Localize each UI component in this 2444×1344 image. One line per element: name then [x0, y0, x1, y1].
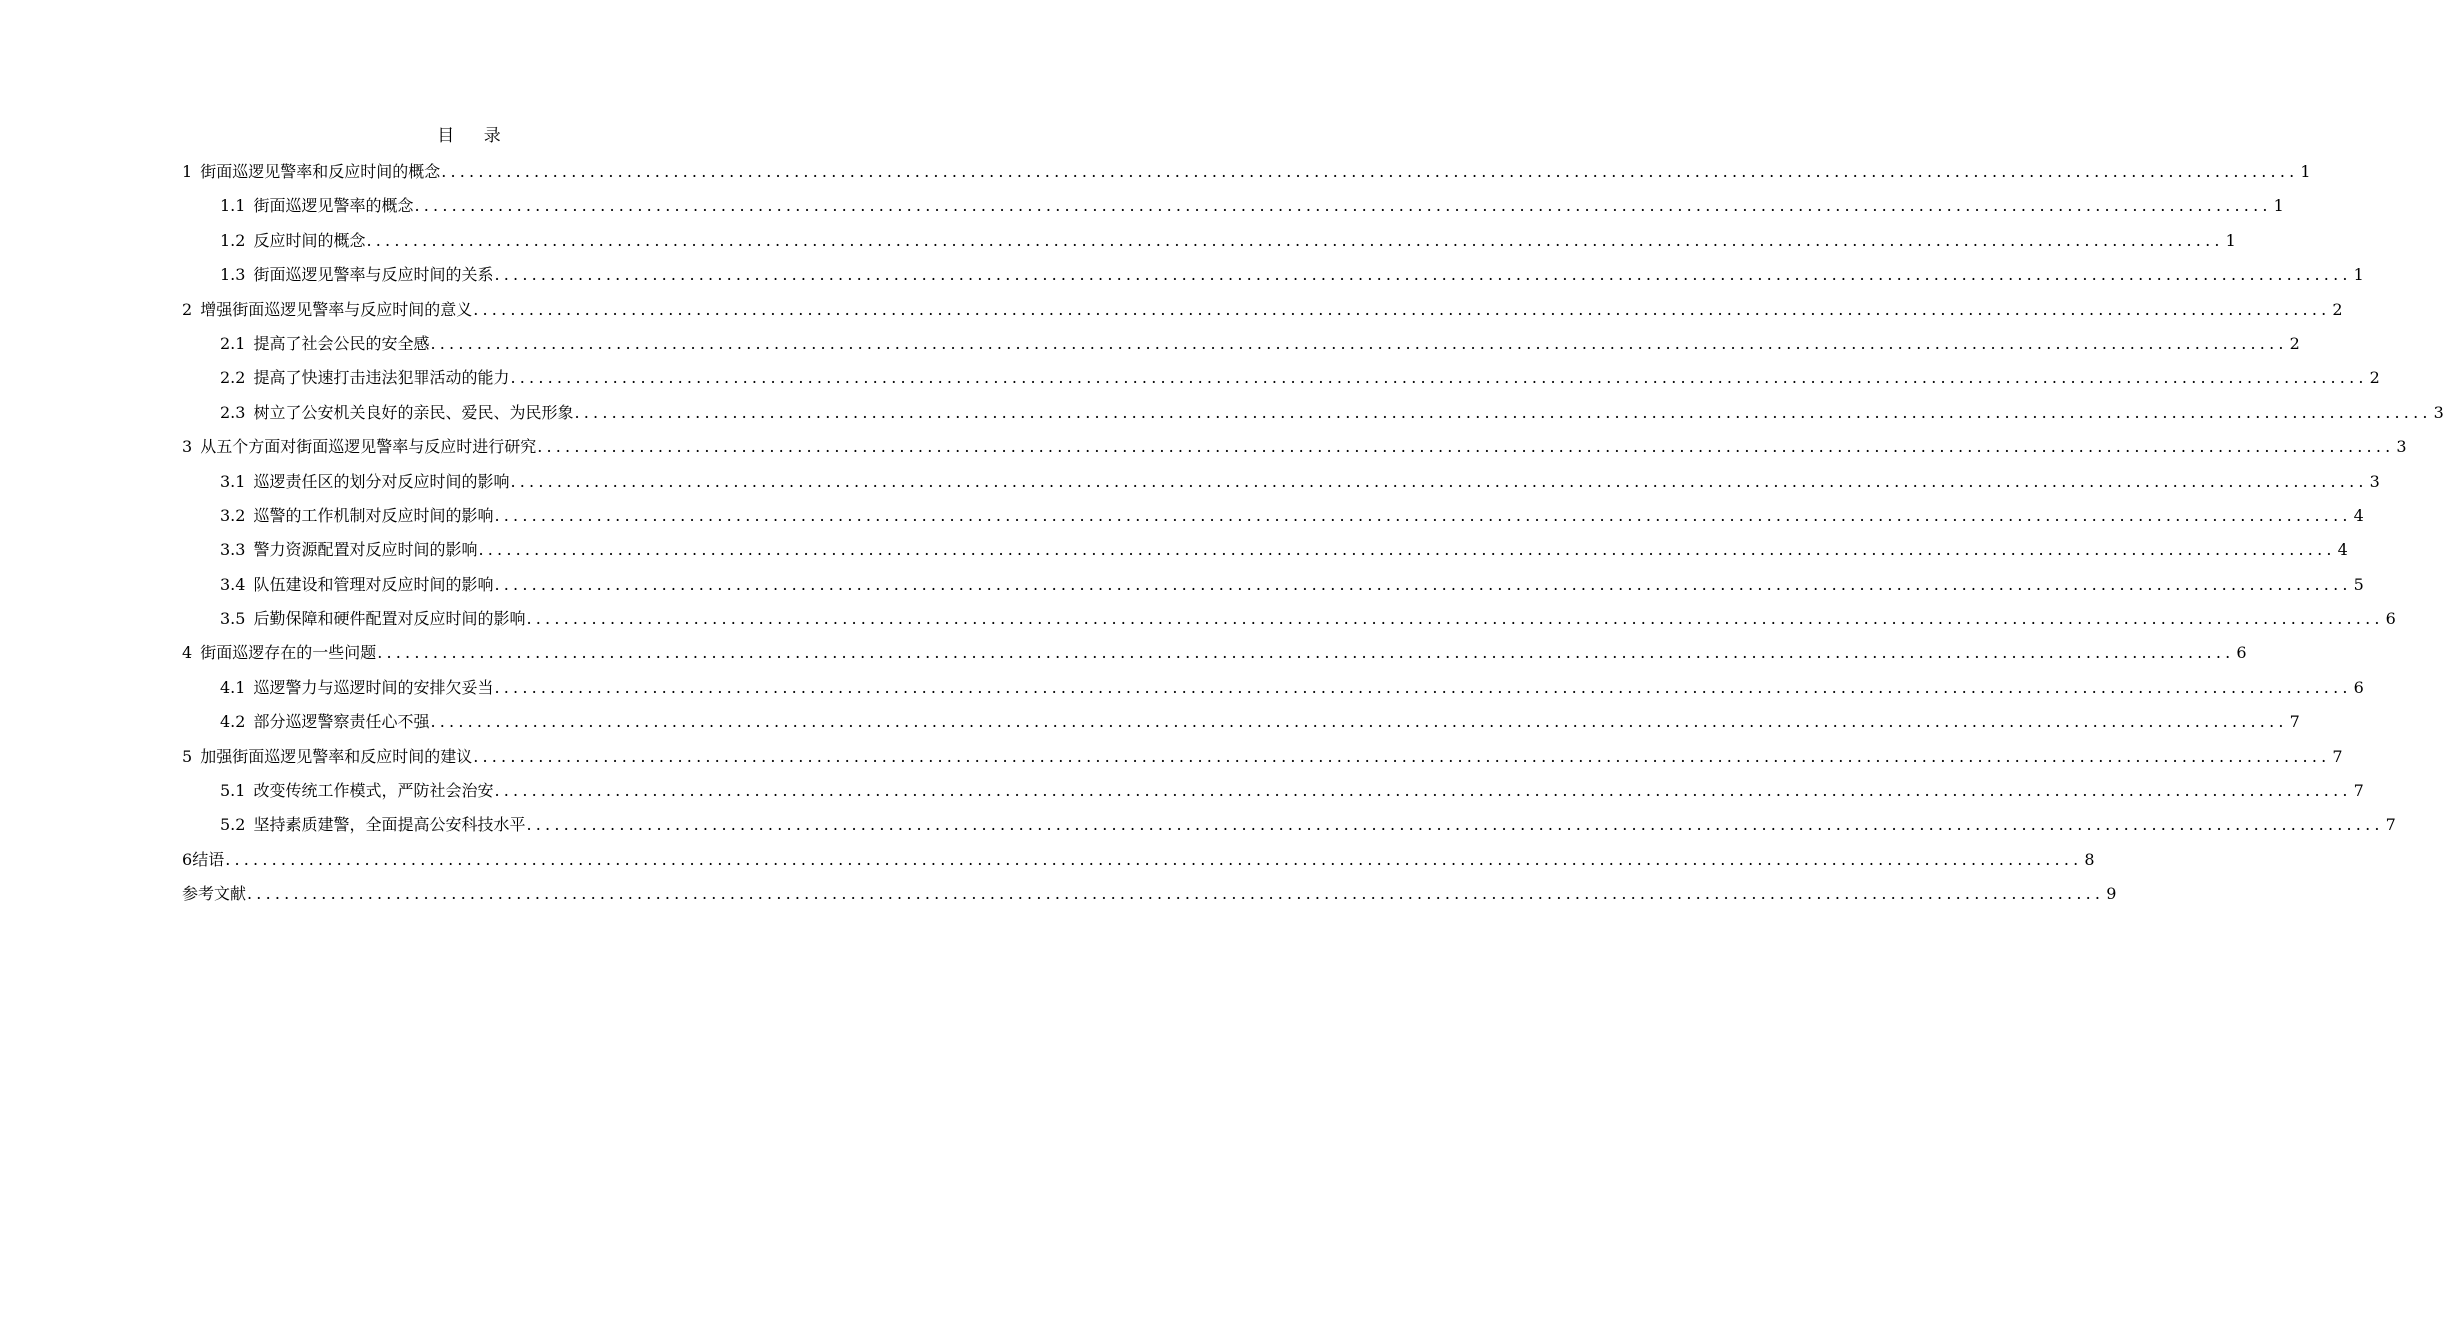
- dot-leader: ........................................................................................................................................................................................................: [494, 265, 2352, 285]
- toc-entry[interactable]: [182, 846, 2095, 880]
- toc-entry[interactable]: [182, 227, 2236, 261]
- toc-entry-text: [220, 330, 429, 358]
- toc-entry[interactable]: [182, 296, 2343, 330]
- toc-entry[interactable]: [182, 880, 2117, 914]
- toc-entry-text: [182, 296, 472, 324]
- dot-leader: ........................................................................................................................................................................................................: [225, 849, 2083, 869]
- toc-entry[interactable]: [182, 399, 2444, 433]
- dot-leader: ........................................................................................................................................................................................................: [510, 368, 2368, 388]
- toc-entry-page-number: 4: [2337, 540, 2348, 560]
- toc-entry-title: 加强街面巡逻见警率和反应时间的建议: [200, 746, 473, 766]
- dot-leader: ........................................................................................................................................................................................................: [478, 540, 2336, 560]
- toc-entry-text: [220, 674, 493, 702]
- toc-entry[interactable]: [182, 502, 2364, 536]
- dot-leader: ........................................................................................................................................................................................................: [366, 230, 2224, 250]
- dot-leader: ........................................................................................................................................................................................................: [494, 677, 2352, 697]
- dot-leader: ........................................................................................................................................................................................................: [526, 609, 2384, 629]
- toc-entry-page-number: 8: [2084, 849, 2095, 869]
- toc-entry-page-number: 3: [2369, 471, 2380, 491]
- toc-entry-page-number: 7: [2332, 746, 2343, 766]
- toc-entry-text: [220, 502, 493, 530]
- dot-leader: ........................................................................................................................................................................................................: [537, 437, 2395, 457]
- toc-entry-title: 提高了社会公民的安全感: [253, 333, 430, 353]
- toc-entry-title: 街面巡逻存在的一些问题: [200, 643, 377, 663]
- toc-entry[interactable]: [182, 330, 2300, 364]
- toc-entry[interactable]: [182, 674, 2364, 708]
- toc-entry-number: 3: [182, 437, 193, 457]
- toc-entry[interactable]: [182, 158, 2311, 192]
- toc-entry-number: 5: [182, 746, 193, 766]
- toc-entry-text: [182, 743, 472, 771]
- toc-entry-page-number: 3: [2433, 402, 2444, 422]
- toc-entry-title: 参考文献: [182, 884, 247, 904]
- toc-entry-page-number: 9: [2106, 884, 2117, 904]
- toc-entry-page-number: 2: [2369, 368, 2380, 388]
- toc-entry[interactable]: [182, 743, 2343, 777]
- toc-entry-page-number: 7: [2289, 712, 2300, 732]
- toc-entry[interactable]: [182, 811, 2396, 845]
- dot-leader: ........................................................................................................................................................................................................: [377, 643, 2235, 663]
- toc-entry-page-number: 1: [2225, 230, 2236, 250]
- toc-entry-page-number: 1: [2300, 162, 2311, 181]
- dot-leader: ........................................................................................................................................................................................................: [494, 781, 2352, 801]
- toc-entry-text: [220, 571, 493, 599]
- table-of-contents: [182, 158, 2444, 915]
- toc-entry-page-number: 1: [2273, 196, 2284, 216]
- toc-entry-number: 3.1: [220, 471, 246, 491]
- dot-leader: ........................................................................................................................................................................................................: [473, 299, 2331, 319]
- toc-entry[interactable]: [182, 777, 2364, 811]
- toc-entry-title: 街面巡逻见警率和反应时间的概念: [200, 162, 441, 181]
- toc-entry-page-number: 2: [2289, 333, 2300, 353]
- toc-entry-text: [220, 468, 509, 496]
- toc-entry-title: 部分巡逻警察责任心不强: [253, 712, 430, 732]
- toc-entry-text: [220, 399, 573, 427]
- toc-entry-text: [220, 192, 413, 220]
- toc-entry[interactable]: [182, 639, 2247, 673]
- toc-entry-text: [182, 639, 376, 667]
- dot-leader: ........................................................................................................................................................................................................: [526, 815, 2384, 835]
- toc-entry[interactable]: [182, 433, 2407, 467]
- toc-entry-number: 1.2: [220, 230, 246, 250]
- toc-entry-number: 5.2: [220, 815, 246, 835]
- toc-entry-title: 巡逻警力与巡逻时间的安排欠妥当: [253, 677, 494, 697]
- toc-entry-title: 从五个方面对街面巡逻见警率与反应时进行研究: [200, 437, 537, 457]
- toc-entry-page-number: 3: [2396, 437, 2407, 457]
- toc-entry-title: 后勤保障和硬件配置对反应时间的影响: [253, 609, 526, 629]
- toc-entry[interactable]: [182, 708, 2300, 742]
- toc-entry[interactable]: [182, 364, 2380, 398]
- dot-leader: ........................................................................................................................................................................................................: [494, 574, 2352, 594]
- toc-entry-text: [182, 158, 440, 186]
- toc-entry[interactable]: [182, 261, 2364, 295]
- toc-entry[interactable]: [182, 192, 2284, 226]
- toc-entry-title: 队伍建设和管理对反应时间的影响: [253, 574, 494, 594]
- toc-entry-title: 结语: [192, 849, 225, 869]
- toc-entry-text: [220, 811, 525, 839]
- dot-leader: ........................................................................................................................................................................................................: [510, 471, 2368, 491]
- toc-entry-number: 1.3: [220, 265, 246, 285]
- toc-entry-number: 5.1: [220, 781, 246, 801]
- toc-entry-page-number: 1: [2353, 265, 2364, 285]
- dot-leader: ........................................................................................................................................................................................................: [430, 333, 2288, 353]
- toc-entry-number: 2.2: [220, 368, 246, 388]
- toc-entry-number: 3.4: [220, 574, 246, 594]
- toc-entry-page-number: 2: [2332, 299, 2343, 319]
- toc-entry-text: [220, 536, 477, 564]
- toc-entry-title: 巡逻责任区的划分对反应时间的影响: [253, 471, 510, 491]
- toc-entry-title: 增强街面巡逻见警率与反应时间的意义: [200, 299, 473, 319]
- toc-entry-text: [182, 880, 246, 908]
- dot-leader: ........................................................................................................................................................................................................: [441, 162, 2299, 181]
- toc-entry[interactable]: [182, 571, 2364, 605]
- toc-entry-title: 警力资源配置对反应时间的影响: [253, 540, 478, 560]
- dot-leader: ........................................................................................................................................................................................................: [414, 196, 2272, 216]
- toc-entry-text: [220, 364, 509, 392]
- toc-entry-number: 3.2: [220, 505, 246, 525]
- toc-entry-page-number: 6: [2236, 643, 2247, 663]
- toc-entry[interactable]: [182, 605, 2396, 639]
- toc-entry-title: 反应时间的概念: [253, 230, 366, 250]
- toc-entry-number: 2: [182, 299, 193, 319]
- toc-entry-text: [220, 227, 365, 255]
- toc-entry-page-number: 4: [2353, 505, 2364, 525]
- toc-title: 目 录: [437, 126, 513, 146]
- toc-entry-title: 提高了快速打击违法犯罪活动的能力: [253, 368, 510, 388]
- toc-entry-text: [220, 605, 525, 633]
- toc-entry-page-number: 6: [2385, 609, 2396, 629]
- toc-entry-text: [182, 433, 536, 461]
- toc-entry-title: 街面巡逻见警率与反应时间的关系: [253, 265, 494, 285]
- dot-leader: ........................................................................................................................................................................................................: [247, 884, 2105, 904]
- toc-entry-page-number: 6: [2353, 677, 2364, 697]
- dot-leader: ........................................................................................................................................................................................................: [430, 712, 2288, 732]
- toc-entry-number: 4.1: [220, 677, 246, 697]
- toc-entry-title: 街面巡逻见警率的概念: [253, 196, 414, 216]
- toc-entry-title: 树立了公安机关良好的亲民、爱民、为民形象: [253, 402, 574, 422]
- toc-entry-number: 6: [182, 849, 193, 869]
- toc-entry-number: 2.1: [220, 333, 246, 353]
- toc-entry[interactable]: [182, 468, 2380, 502]
- toc-entry-title: 改变传统工作模式，严防社会治安: [253, 781, 494, 801]
- dot-leader: ........................................................................................................................................................................................................: [574, 402, 2432, 422]
- toc-entry-text: [220, 708, 429, 736]
- dot-leader: ........................................................................................................................................................................................................: [473, 746, 2331, 766]
- toc-entry-page-number: 7: [2385, 815, 2396, 835]
- toc-entry-number: 1.1: [220, 196, 246, 216]
- toc-entry-number: 4.2: [220, 712, 246, 732]
- toc-entry-text: [182, 846, 224, 874]
- dot-leader: ........................................................................................................................................................................................................: [494, 505, 2352, 525]
- toc-entry-title: 坚持素质建警，全面提高公安科技水平: [253, 815, 526, 835]
- toc-entry-number: 2.3: [220, 402, 246, 422]
- toc-entry-page-number: 7: [2353, 781, 2364, 801]
- toc-entry-number: 4: [182, 643, 193, 663]
- toc-entry[interactable]: [182, 536, 2348, 570]
- toc-entry-number: 3.5: [220, 609, 246, 629]
- toc-entry-text: [220, 261, 493, 289]
- toc-entry-text: [220, 777, 493, 805]
- toc-entry-page-number: 5: [2353, 574, 2364, 594]
- toc-entry-number: 3.3: [220, 540, 246, 560]
- toc-entry-number: 1: [182, 162, 193, 181]
- toc-entry-title: 巡警的工作机制对反应时间的影响: [253, 505, 494, 525]
